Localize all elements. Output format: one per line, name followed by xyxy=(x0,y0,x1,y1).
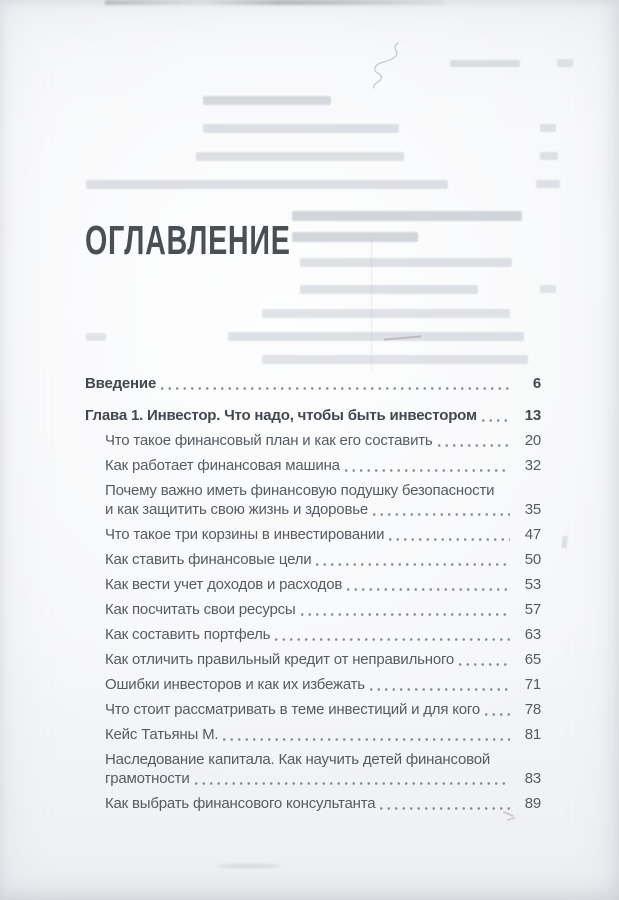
toc-entry-line xyxy=(105,550,541,569)
toc-entry-label: Кейс Татьяны М. xyxy=(105,726,219,743)
dot-leader xyxy=(438,444,510,447)
dot-leader xyxy=(301,613,511,616)
toc-entry xyxy=(85,650,541,669)
dot-leader xyxy=(161,387,510,390)
toc-list xyxy=(85,374,541,813)
toc-entry-line xyxy=(85,374,541,393)
toc-entry-label: Что такое три корзины в инвестировании xyxy=(105,526,385,543)
toc-entry xyxy=(85,750,541,788)
toc-page-number: 53 xyxy=(524,576,541,593)
toc-entry-line xyxy=(105,600,541,619)
toc-entry-line xyxy=(85,406,541,425)
toc-entry-label: Ошибки инвесторов и как их избежать xyxy=(105,676,365,693)
toc-entry xyxy=(85,456,541,475)
toc-page-number: 50 xyxy=(524,551,541,568)
toc-entry xyxy=(85,575,541,594)
toc-page-number: 6 xyxy=(532,375,541,392)
toc-page-number: 20 xyxy=(524,432,541,449)
dot-leader xyxy=(347,588,510,591)
toc-entry xyxy=(85,675,541,694)
toc-page-number: 78 xyxy=(524,701,541,718)
toc-page-number: 83 xyxy=(524,770,541,787)
toc-entry xyxy=(85,374,541,393)
dot-leader xyxy=(482,419,510,422)
page-title: ОГЛАВЛЕНИЕ xyxy=(85,217,291,263)
toc-entry xyxy=(85,431,541,450)
toc-page-number: 47 xyxy=(524,526,541,543)
toc-entry-line xyxy=(105,525,541,544)
toc-entry xyxy=(85,481,541,519)
toc-entry-line xyxy=(105,675,541,694)
dot-leader xyxy=(316,563,510,566)
toc-entry-line xyxy=(105,725,541,744)
toc-entry xyxy=(85,406,541,425)
toc-page-number: 89 xyxy=(524,795,541,812)
toc-entry xyxy=(85,725,541,744)
toc-entry-label: Как выбрать финансового консультанта xyxy=(105,795,376,812)
toc-entry-label: грамотности xyxy=(105,770,190,787)
toc-entry-label: Что стоит рассматривать в теме инвестиций и для кого xyxy=(105,701,481,718)
toc-entry-line xyxy=(105,794,541,813)
dot-leader xyxy=(223,738,510,741)
toc-page-number: 65 xyxy=(524,651,541,668)
toc-entry-label: Наследование капитала. Как научить детей финансовой xyxy=(105,751,491,768)
toc-page-number: 63 xyxy=(524,626,541,643)
toc-entry-label: Как составить портфель xyxy=(105,626,271,643)
toc-entry xyxy=(85,794,541,813)
dot-leader xyxy=(370,688,510,691)
toc-entry-line xyxy=(105,750,541,769)
toc-entry-line xyxy=(105,575,541,594)
toc-page-number: 35 xyxy=(524,501,541,518)
dot-leader xyxy=(373,513,510,516)
toc-entry xyxy=(85,525,541,544)
dot-leader xyxy=(275,638,510,641)
dot-leader xyxy=(195,782,510,785)
dot-leader xyxy=(380,807,510,810)
toc-entry-label: Что такое финансовый план и как его составить xyxy=(105,432,433,449)
dot-leader xyxy=(459,663,510,666)
toc-entry-line xyxy=(105,456,541,475)
toc-entry-label: Как вести учет доходов и расходов xyxy=(105,576,343,593)
toc-page-number: 32 xyxy=(524,457,541,474)
toc-entry-label: и как защитить свою жизнь и здоровье xyxy=(105,501,368,518)
toc-entry-line xyxy=(105,481,541,500)
toc-entry xyxy=(85,700,541,719)
toc-entry xyxy=(85,550,541,569)
toc-entry-label: Как ставить финансовые цели xyxy=(105,551,312,568)
toc-entry-label: Как посчитать свои ресурсы xyxy=(105,601,296,618)
toc-entry-line xyxy=(105,625,541,644)
dot-leader xyxy=(345,469,510,472)
toc-page-number: 13 xyxy=(524,407,541,424)
toc-entry-label: Введение xyxy=(85,375,157,392)
toc-page-number: 71 xyxy=(524,676,541,693)
toc-entry-line xyxy=(105,769,541,788)
toc-entry-label: Как отличить правильный кредит от неправильного xyxy=(105,651,455,668)
toc-page-number: 81 xyxy=(524,726,541,743)
toc-entry-line xyxy=(105,700,541,719)
dot-leader xyxy=(485,713,510,716)
toc-entry-line xyxy=(105,650,541,669)
toc-entry-label: Почему важно иметь финансовую подушку безопасности xyxy=(105,482,495,499)
toc-entry-label: Как работает финансовая машина xyxy=(105,457,340,474)
toc-entry xyxy=(85,600,541,619)
toc-entry-line xyxy=(105,500,541,519)
toc-entry-label: Глава 1. Инвестор. Что надо, чтобы быть инвестором xyxy=(85,407,477,424)
toc-page-number: 57 xyxy=(524,601,541,618)
toc-entry-line xyxy=(105,431,541,450)
dot-leader xyxy=(389,538,510,541)
toc-entry xyxy=(85,625,541,644)
